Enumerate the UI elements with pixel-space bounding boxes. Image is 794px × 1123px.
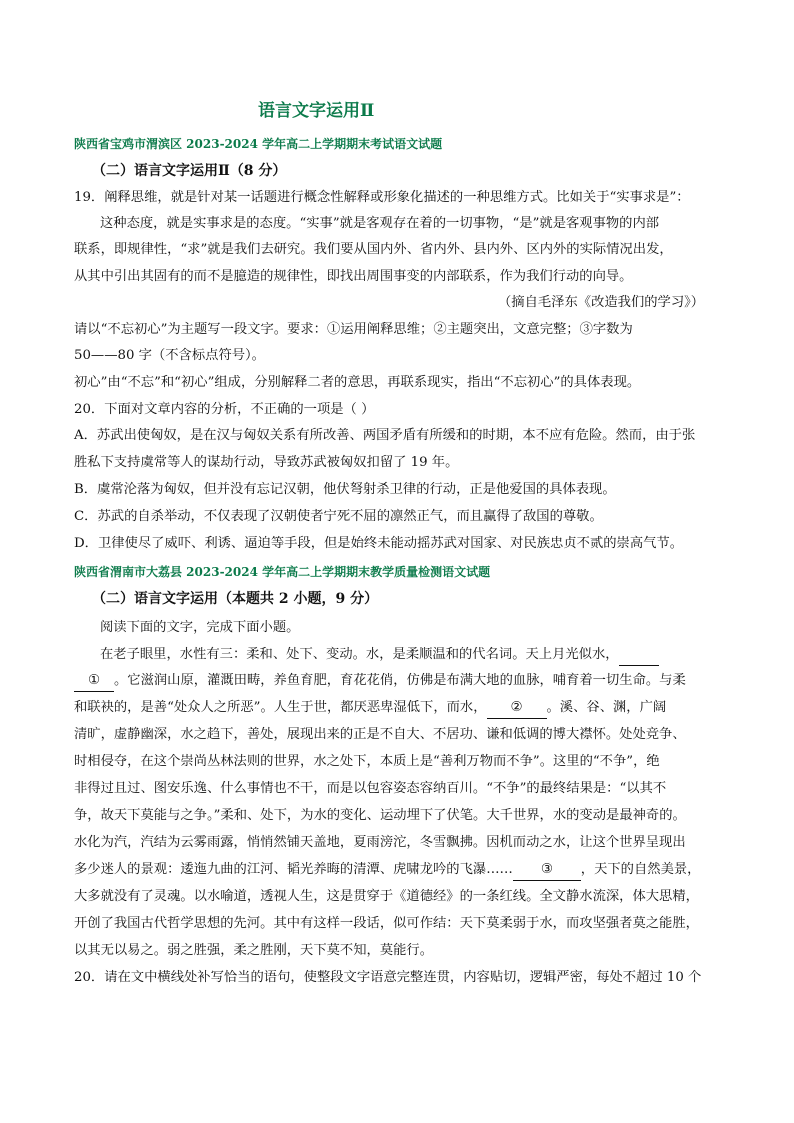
passage-text: 在老子眼里，水性有三：柔和、处下、变动。水，是柔顺温和的代名词。天上月光似水，	[100, 647, 619, 662]
blank-1: ①	[74, 671, 114, 692]
passage-line-8: 水化为汽，汽结为云雾雨露，悄悄然铺天盖地，夏雨滂沱，冬雪飘拂。因机而动之水，让这个世界呈现出	[74, 835, 686, 850]
source-heading-1: 陕西省宝鸡市渭滨区 2023-2024 学年高二上学期期末考试语文试题	[74, 137, 443, 151]
q20-option-a-2: 胜私下支持虞常等人的谋劫行动，导致苏武被匈奴扣留了 19 年。	[74, 455, 459, 470]
passage-text: 多少迷人的景观：逶迤九曲的江河、韬光养晦的清潭、虎啸龙吟的飞瀑……	[74, 862, 513, 877]
q20-fill-blank-stem: 20．请在文中横线处补写恰当的语句，使整段文字语意完整连贯，内容贴切，逻辑严密，每处不超过 10 个	[74, 970, 702, 985]
q19-line-6: 请以“不忘初心”为主题写一段文字。要求：①运用阐释思维；②主题突出，文意完整；③字数为	[74, 322, 633, 337]
q19-line-7: 50——80 字（不含标点符号）。	[74, 348, 265, 363]
source-heading-2: 陕西省渭南市大荔县 2023-2024 学年高二上学期期末教学质量检测语文试题	[74, 565, 491, 579]
passage-line-7: 争，故天下莫能与之争。”柔和、处下，为水的变化、运动埋下了伏笔。大千世界，水的变动是最神奇的。	[74, 808, 686, 823]
passage-text: ，天下的自然美景，	[580, 862, 701, 877]
q20-option-b: B．虞常沦落为匈奴，但并没有忘记汉朝，他伏弩射杀卫律的行动，正是他爱国的具体表现。	[74, 482, 616, 497]
passage-line-11: 开创了我国古代哲学思想的先河。其中有这样一段话，似可作结：天下莫柔弱于水，而攻坚强者莫之能胜，	[74, 916, 699, 931]
passage-line-4: 清旷，虚静幽深，水之趋下，善处，展现出来的正是不自大、不居功、谦和低调的博大襟怀。处处竞争、	[74, 727, 686, 742]
reading-instruction: 阅读下面的文字，完成下面小题。	[100, 620, 300, 635]
blank-1-lead	[619, 645, 659, 666]
q19-citation: （摘自毛泽东《改造我们的学习》）	[498, 295, 705, 310]
passage-line-9	[74, 860, 700, 881]
passage-line-6: 非得过且过、图安乐逸、什么事情也不干，而是以包容姿态容纳百川。“不争”的最终结果是：“以其不	[74, 781, 667, 796]
passage-text: 。它滋润山原，灌溉田畴，养鱼育肥，育花花俏，仿佛是布满大地的血脉，哺育着一切生命。与柔	[114, 673, 686, 688]
passage-line-1	[100, 645, 659, 666]
passage-line-3	[74, 698, 666, 719]
passage-line-2	[74, 671, 686, 692]
blank-2: ②	[487, 698, 547, 719]
q20-stem: 20．下面对文章内容的分析，不正确的一项是（ ）	[74, 402, 375, 417]
passage-text: 和联袂的，是善“处众人之所恶”。人生于世，都厌恶卑湿低下，而水，	[74, 700, 487, 715]
q19-line-4: 从其中引出其固有的而不是臆造的规律性，即找出周围事变的内部联系，作为我们行动的向导。	[74, 269, 633, 284]
passage-line-10: 大多就没有了灵魂。以水喻道，透视人生，这是贯穿于《道德经》的一条红线。全文静水流深，体大思精，	[74, 889, 699, 904]
passage-line-5: 时相侵夺，在这个崇尚丛林法则的世界，水之处下，本质上是“善利万物而不争”。这里的“不争”，绝	[74, 754, 660, 769]
blank-3: ③	[513, 860, 581, 881]
section-heading-2: （二）语言文字运用（本题共 2 小题，9 分）	[92, 591, 379, 607]
q19-line-8: 初心”由“不忘”和“初心”组成，分别解释二者的意思，再联系现实，指出“不忘初心”的具体表现。	[74, 375, 641, 390]
passage-line-12: 以其无以易之。弱之胜强，柔之胜刚，天下莫不知，莫能行。	[74, 943, 434, 958]
q19-line-3: 联系，即规律性，“求”就是我们去研究。我们要从国内外、省内外、县内外、区内外的实际情况出发，	[74, 242, 673, 257]
q20-option-a-1: A．苏武出使匈奴，是在汉与匈奴关系有所改善、两国矛盾有所缓和的时期，本不应有危险。然而，由于张	[74, 428, 696, 443]
passage-text: 。溪、谷、渊，广阔	[546, 700, 667, 715]
q19-line-2: 这种态度，就是实事求是的态度。“实事”就是客观存在着的一切事物，“是”就是客观事物的内部	[100, 216, 660, 231]
section-heading-1: （二）语言文字运用Ⅱ（8 分）	[92, 163, 287, 179]
q20-option-c: C．苏武的自杀举动，不仅表现了汉朝使者宁死不屈的凛然正气，而且赢得了敌国的尊敬。	[74, 509, 603, 524]
q19-line-1: 19．阐释思维，就是针对某一话题进行概念性解释或形象化描述的一种思维方式。比如关于“实事求是”：	[74, 190, 690, 205]
page-title: 语言文字运用Ⅱ	[258, 101, 375, 121]
q20-option-d: D．卫律使尽了威吓、利诱、逼迫等手段，但是始终未能动摇苏武对国家、对民族忠贞不贰的崇高气节。	[74, 536, 684, 551]
